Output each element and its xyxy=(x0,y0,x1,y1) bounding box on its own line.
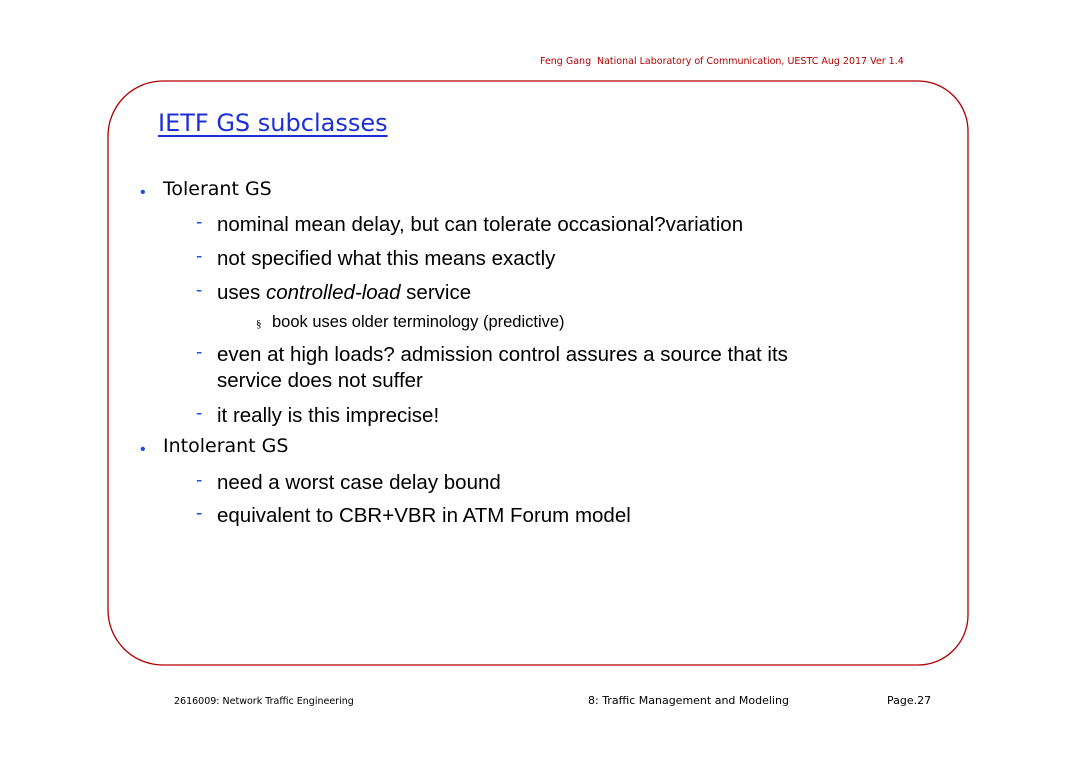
bullet-intolerant-gs: Intolerant GS xyxy=(163,435,289,457)
section-icon: § xyxy=(256,318,262,330)
dash-icon: - xyxy=(196,246,203,267)
sub-item: need a worst case delay bound xyxy=(217,471,501,494)
sub-item-line2: service does not suffer xyxy=(217,369,423,392)
sub-item-pre: uses xyxy=(217,281,266,304)
header-affiliation: National Laboratory of Communication, UESTC Aug 2017 Ver 1.4 xyxy=(597,56,904,67)
sub-item-post: service xyxy=(400,281,472,304)
dash-icon: - xyxy=(196,280,203,301)
header-author: Feng Gang xyxy=(540,56,592,67)
sub-item: equivalent to CBR+VBR in ATM Forum model xyxy=(217,504,631,527)
dash-icon: - xyxy=(196,212,203,233)
dash-icon: - xyxy=(196,403,203,424)
bullet-icon: • xyxy=(140,184,146,201)
sub-item-line1: even at high loads? admission control assures a source that its xyxy=(217,343,788,366)
dash-icon: - xyxy=(196,342,203,363)
sub-item: it really is this imprecise! xyxy=(217,404,440,427)
footer-course: 2616009: Network Traffic Engineering xyxy=(174,696,354,707)
bullet-icon: • xyxy=(140,441,146,458)
sub-item: nominal mean delay, but can tolerate occasional?variation xyxy=(217,213,744,236)
footer-chapter: 8: Traffic Management and Modeling xyxy=(588,694,789,707)
sub-item-emphasis: controlled-load xyxy=(266,281,401,304)
sub-sub-item: book uses older terminology (predictive) xyxy=(272,313,565,331)
dash-icon: - xyxy=(196,470,203,491)
dash-icon: - xyxy=(196,503,203,524)
slide-title: IETF GS subclasses xyxy=(158,109,388,137)
footer-page-number: Page.27 xyxy=(887,694,932,707)
sub-item xyxy=(217,280,471,306)
bullet-tolerant-gs: Tolerant GS xyxy=(163,178,272,200)
sub-item: not specified what this means exactly xyxy=(217,247,556,270)
